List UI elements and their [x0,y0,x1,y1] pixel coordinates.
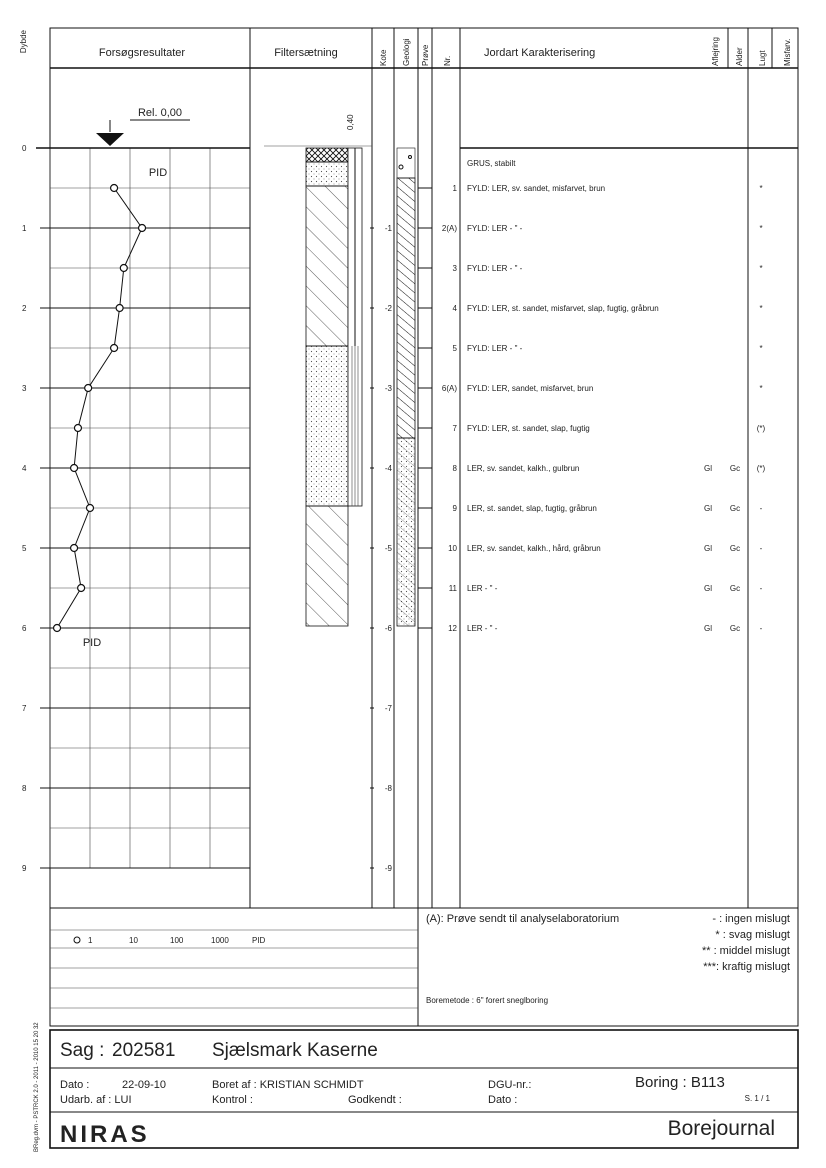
pid-point [78,585,85,592]
sample-desc: FYLD: LER, sandet, misfarvet, brun [467,384,594,393]
depth-tick-label: 1 [22,224,27,233]
side-print-text: BReg.dvm - PSTRCK 2.0 - 2011 - 2010 15 20 32 [34,1022,40,1152]
header-dybde: Dybde [19,30,28,54]
pid-point [71,465,78,472]
sample-desc: LER - " - [467,584,498,593]
sample-desc: LER, sv. sandet, kalkh., gulbrun [467,464,580,473]
sample-list [418,184,766,633]
filter-sand-upper [306,162,348,186]
top-desc: GRUS, stabilt [467,159,516,168]
sample-lugt: * [759,344,763,353]
sample-lugt: * [759,384,763,393]
sample-aflejring: Gl [704,584,712,593]
sample-note: (A): Prøve sendt til analyselaboratorium [426,913,620,925]
header-aflejring: Aflejring [711,37,720,66]
boring-label: Boring : B113 [635,1074,725,1091]
pid-chart-grid [50,148,250,868]
dato2-label: Dato : [488,1094,518,1106]
rel-label: Rel. 0,00 [137,107,183,119]
kote-tick-label: -2 [384,304,392,313]
depth-tick-label: 5 [22,544,27,553]
sample-nr: 8 [452,464,457,473]
udarb-label: Udarb. af : LUI [60,1094,132,1106]
sample-lugt: - [759,624,763,633]
sample-nr: 7 [452,424,457,433]
depth-tick-label: 0 [22,144,27,153]
header-kote: Kote [379,49,388,66]
sample-row [418,224,763,233]
smell-legend-3: ***: kraftig mislugt [703,961,790,973]
sample-row [418,504,763,513]
sample-row [418,464,766,473]
sample-row [418,304,763,313]
sample-desc: LER, st. sandet, slap, fugtig, gråbrun [467,504,597,513]
smell-legend-1: * : svag mislugt [715,929,790,941]
pid-point [71,545,78,552]
pid-series [54,185,146,632]
header-forsoeg: Forsøgsresultater [98,47,186,59]
sample-row [418,264,763,273]
sample-row [418,624,763,633]
sample-desc: LER, sv. sandet, kalkh., hård, gråbrun [467,544,601,553]
sample-desc: FYLD: LER - " - [467,264,523,273]
kote-tick-label: -8 [384,784,392,793]
godkendt-label: Godkendt : [348,1094,402,1106]
pid-point [111,345,118,352]
pid-point [111,185,118,192]
depth-tick-label: 7 [22,704,27,713]
doc-title: Borejournal [667,1117,775,1140]
depth-tick-label: 3 [22,384,27,393]
niras-logo: NIRAS [60,1121,150,1148]
header-jordart: Jordart Karakterisering [484,47,596,59]
pid-point [54,625,61,632]
depth-tick-label: 8 [22,784,27,793]
filter-sand-lower [306,346,348,506]
sample-alder: Gc [729,504,741,513]
sample-nr: 11 [448,584,457,593]
sample-alder: Gc [729,544,741,553]
sample-row [418,584,763,593]
depth-tick-label: 9 [22,864,27,873]
sample-aflejring: Gl [704,464,712,473]
filter-bentonite-upper [306,186,348,346]
header-alder: Alder [735,47,744,66]
smell-legend-0: - : ingen mislugt [712,913,790,925]
depth-tick-label: 6 [22,624,27,633]
pid-point [87,505,94,512]
kontrol-label: Kontrol : [212,1094,253,1106]
sample-desc: FYLD: LER - " - [467,224,523,233]
sample-alder: Gc [729,624,741,633]
page-number: S. 1 / 1 [744,1094,770,1103]
kote-tick-label: -3 [384,384,392,393]
geology-grus [397,148,415,178]
dgu-label: DGU-nr.: [488,1079,532,1091]
pid-legend-tick: 1000 [211,936,229,945]
kote-tick-label: -9 [384,864,392,873]
kote-tick-label: -5 [384,544,392,553]
sample-nr: 1 [452,184,457,193]
boret-label: Boret af : KRISTIAN SCHMIDT [212,1079,364,1091]
header-proeve: Prøve [421,44,430,66]
header-filter: Filtersætning [274,47,338,59]
sample-alder: Gc [729,464,741,473]
sample-desc: FYLD: LER, sv. sandet, misfarvet, brun [467,184,606,193]
sample-row [418,424,766,433]
pid-legend-symbol [74,937,80,943]
kote-tick-label: -4 [384,464,392,473]
pid-line [57,188,142,628]
sample-lugt: * [759,264,763,273]
sample-aflejring: Gl [704,504,712,513]
sample-nr: 4 [452,304,457,313]
kote-tick-label: -6 [384,624,392,633]
sample-nr: 6(A) [441,384,457,393]
sample-lugt: * [759,304,763,313]
depth-tick-label: 4 [22,464,27,473]
geology-fyld [397,178,415,438]
header-nr: Nr. [443,55,452,66]
depth-axis [22,144,50,873]
geology-ler-overlay [397,438,415,626]
sample-row [418,384,763,393]
sample-nr: 3 [452,264,457,273]
pid-annotation-top: PID [148,167,168,179]
sample-lugt: - [759,544,763,553]
pid-legend-tick: 1 [88,936,93,945]
method-note: Boremetode : 6" forert sneglboring [426,996,549,1005]
dato-value: 22-09-10 [122,1079,167,1091]
pid-point [120,265,127,272]
sample-desc: FYLD: LER - " - [467,344,523,353]
pid-point [74,425,81,432]
kote-tick-label: -7 [384,704,392,713]
sag-number: 202581 [112,1040,176,1061]
sample-alder: Gc [729,584,741,593]
filter-bentonite-lower [306,506,348,626]
pid-legend-label: PID [252,936,266,945]
filter-gravel-seal [306,148,348,162]
sample-nr: 12 [448,624,457,633]
pid-point [85,385,92,392]
smell-legend-2: ** : middel mislugt [701,945,790,957]
sample-nr: 2(A) [441,224,457,233]
sag-label: Sag : [60,1040,105,1061]
sample-nr: 5 [452,344,457,353]
water-level-marker [96,133,124,146]
sample-row [418,544,763,553]
sample-nr: 9 [452,504,457,513]
sample-lugt: - [759,504,763,513]
pid-point [116,305,123,312]
sample-lugt: (*) [756,464,766,473]
project-name: Sjælsmark Kaserne [212,1040,378,1061]
sample-nr: 10 [448,544,457,553]
kote-axis [370,224,393,873]
pid-legend-tick: 100 [170,936,184,945]
header-lugt: Lugt [758,50,767,66]
pid-legend-tick: 10 [129,936,138,945]
kote-tick-label: -1 [384,224,392,233]
sample-desc: LER - " - [467,624,498,633]
sample-lugt: * [759,184,763,193]
dato-label: Dato : [60,1079,90,1091]
pid-annotation-bottom: PID [82,637,102,649]
sample-desc: FYLD: LER, st. sandet, misfarvet, slap, fugtig, gråbrun [467,304,659,313]
sample-desc: FYLD: LER, st. sandet, slap, fugtig [467,424,590,433]
sample-lugt: (*) [756,424,766,433]
sample-aflejring: Gl [704,624,712,633]
depth-tick-label: 2 [22,304,27,313]
sample-lugt: * [759,224,763,233]
vertical-note: 0,40 [346,114,355,130]
sample-row [418,184,763,193]
pid-point [139,225,146,232]
sample-aflejring: Gl [704,544,712,553]
sample-row [418,344,763,353]
sample-lugt: - [759,584,763,593]
header-geologi: Geologi [402,38,411,66]
header-misfarv: Misfarv. [783,38,792,66]
pid-legend-scale [88,936,229,945]
